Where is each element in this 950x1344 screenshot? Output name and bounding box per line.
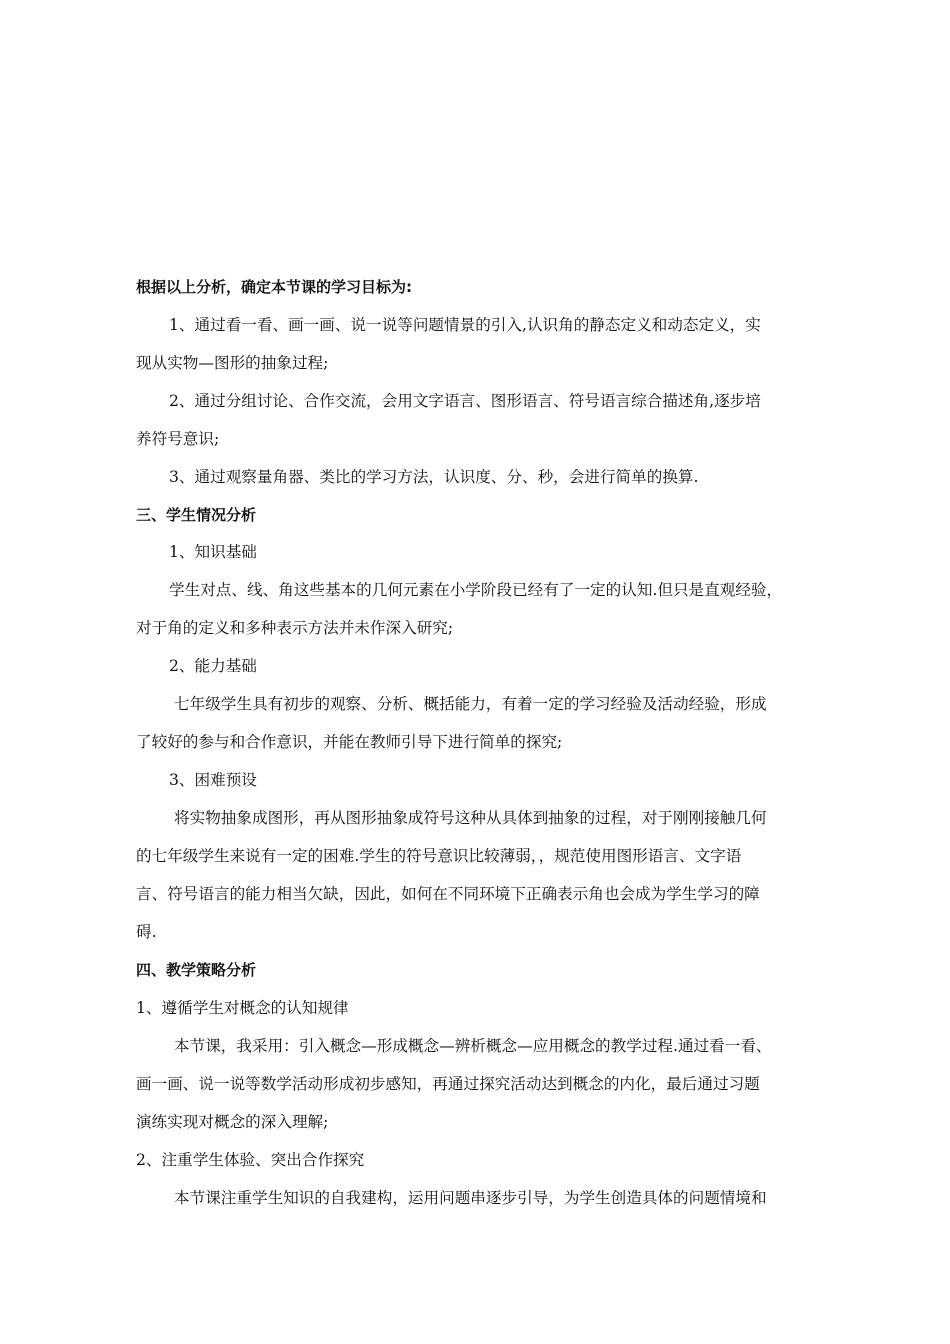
s4-subheading-1: 1、遵循学生对概念的认知规律 <box>136 999 349 1017</box>
objective-3: 3、通过观察量角器、类比的学习方法，认识度、分、秒，会进行简单的换算. <box>169 468 699 486</box>
s3-paragraph-3-line1: 将实物抽象成图形，再从图形抽象成符号这种从具体到抽象的过程，对于刚刚接触几何 <box>174 809 767 827</box>
objectives-heading: 根据以上分析，确定本节课的学习目标为: <box>136 278 413 296</box>
s3-paragraph-3-line3: 言、符号语言的能力相当欠缺，因此，如何在不同环境下正确表示角也会成为学生学习的障 <box>136 885 760 903</box>
s3-paragraph-3-line4: 碍. <box>136 923 157 941</box>
s4-paragraph-1-line1: 本节课，我采用：引入概念—形成概念—辨析概念—应用概念的教学过程.通过看一看、 <box>174 1037 772 1055</box>
objective-2-line1: 2、通过分组讨论、合作交流，会用文字语言、图形语言、符号语言综合描述角,逐步培 <box>169 392 761 410</box>
objective-1-line2: 现从实物—图形的抽象过程; <box>136 354 329 372</box>
s3-paragraph-2-line1: 七年级学生具有初步的观察、分析、概括能力，有着一定的学习经验及活动经验，形成 <box>174 695 767 713</box>
s4-paragraph-1-line2: 画一画、说一说等数学活动形成初步感知，再通过探究活动达到概念的内化，最后通过习题 <box>136 1075 760 1093</box>
objective-2-line2: 养符号意识; <box>136 430 220 448</box>
s3-paragraph-2-line2: 了较好的参与和合作意识，并能在教师引导下进行简单的探究; <box>136 733 563 751</box>
objective-1-line1: 1、通过看一看、画一画、说一说等问题情景的引入,认识角的静态定义和动态定义，实 <box>169 316 761 334</box>
s3-subheading-2: 2、能力基础 <box>169 657 257 675</box>
s3-subheading-3: 3、困难预设 <box>169 771 257 789</box>
s4-subheading-2: 2、注重学生体验、突出合作探究 <box>136 1151 365 1169</box>
s3-paragraph-3-line2: 的七年级学生来说有一定的困难.学生的符号意识比较薄弱，，规范使用图形语言、文字语 <box>136 847 742 865</box>
s4-paragraph-1-line3: 演练实现对概念的深入理解; <box>136 1113 329 1131</box>
s3-paragraph-1-line1: 学生对点、线、角这些基本的几何元素在小学阶段已经有了一定的认知.但只是直观经验， <box>169 581 783 599</box>
section-4-heading: 四、教学策略分析 <box>136 961 257 979</box>
s3-subheading-1: 1、知识基础 <box>169 543 257 561</box>
s4-paragraph-2-line1: 本节课注重学生知识的自我建构，运用问题串逐步引导，为学生创造具体的问题情境和 <box>174 1189 767 1207</box>
s3-paragraph-1-line2: 对于角的定义和多种表示方法并未作深入研究; <box>136 619 454 637</box>
section-3-heading: 三、学生情况分析 <box>136 506 257 524</box>
